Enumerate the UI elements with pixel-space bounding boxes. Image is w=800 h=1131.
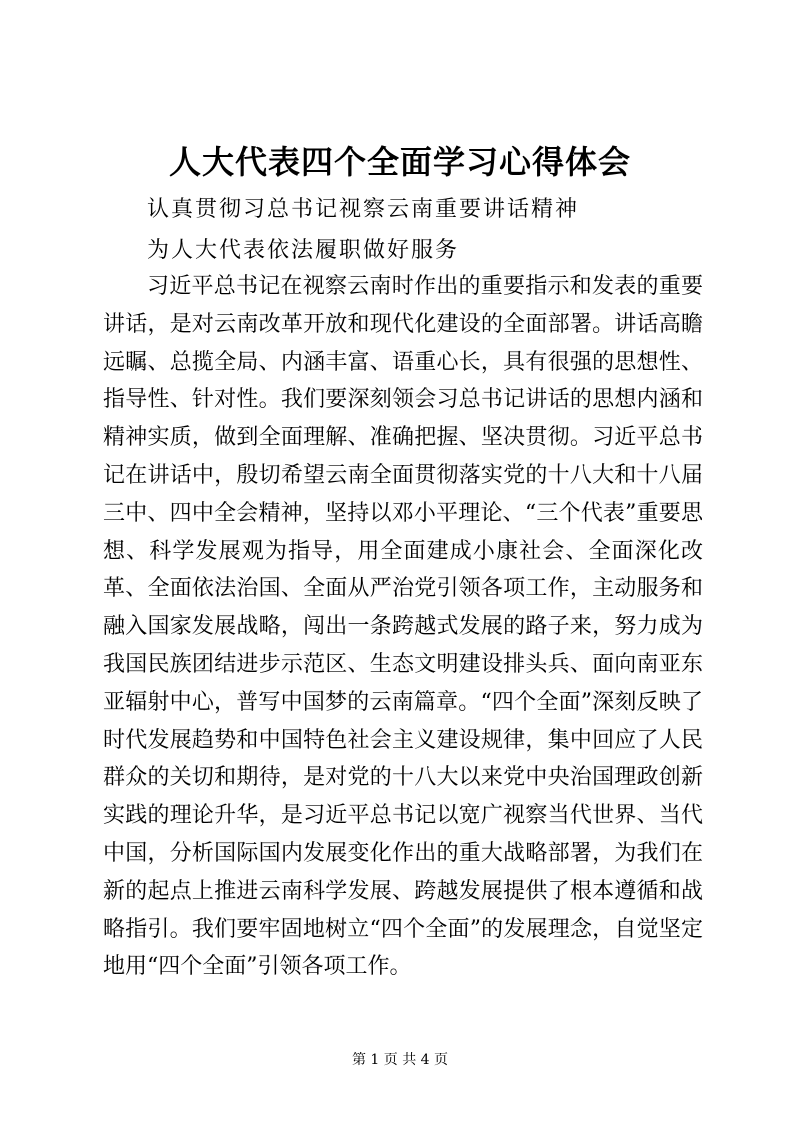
- subtitle-line-1: 认真贯彻习总书记视察云南重要讲话精神: [147, 197, 580, 222]
- document-title: 人大代表四个全面学习心得体会: [168, 143, 631, 181]
- subtitle-line-2: 为人大代表依法履职做好服务: [147, 238, 460, 263]
- body-paragraph: 习近平总书记在视察云南时作出的重要指示和发表的重要讲话，是对云南改革开放和现代化建设的全面部署。讲话高瞻远瞩、总揽全局、内涵丰富、语重心长，具有很强的思想性、指导性、针对性。我们要深刻领会习总书记讲话的思想内涵和精神实质，做到全面理解、准确把握、坚决贯彻。习近平总书记在讲话中，殷切希望云南全面贯彻落实党的十八大和十八届三中、四中全会精神，坚持以邓小平理论、“三个代表”重要思想、科学发展观为指导，用全面建成小康社会、全面深化改革、全面依法治国、全面从严治党引领各项工作，主动服务和融入国家发展战略，闯出一条跨越式发展的路子来，努力成为我国民族团结进步示范区、生态文明建设排头兵、面向南亚东亚辐射中心，普写中国梦的云南篇章。“四个全面”深刻反映了时代发展趋势和中国特色社会主义建设规律，集中回应了人民群众的关切和期待，是对党的十八大以来党中央治国理政创新实践的理论升华，是习近平总书记以宽广视察当代世界、当代中国，分析国际国内发展变化作出的重大战略部署，为我们在新的起点上推进云南科学发展、跨越发展提供了根本遵循和战略指引。我们要牢固地树立“四个全面”的发展理念，自觉坚定地用“四个全面”引领各项工作。: [103, 274, 703, 980]
- body-text: [103, 268, 703, 986]
- page-number-footer: 第 1 页 共 4 页: [351, 1052, 449, 1068]
